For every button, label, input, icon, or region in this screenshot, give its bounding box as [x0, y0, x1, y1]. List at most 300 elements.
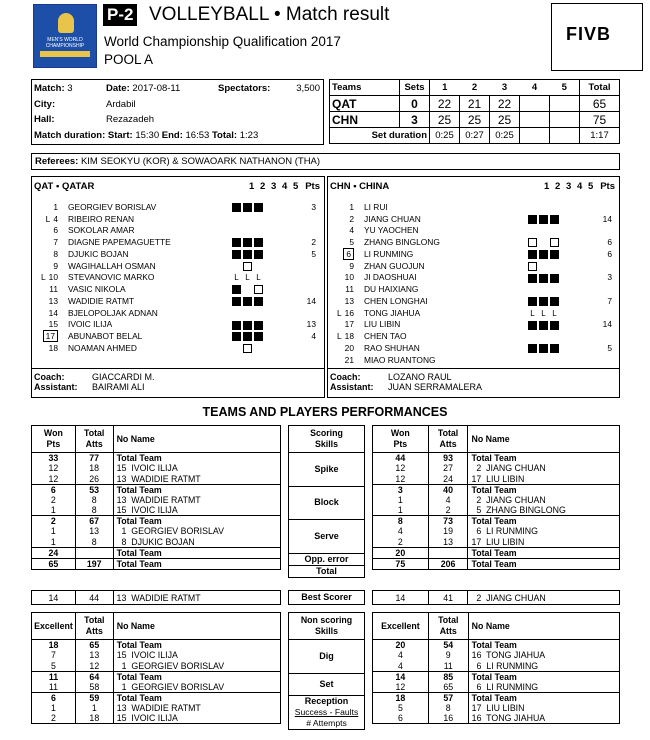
player-name: SOKOLAR AMAR	[68, 225, 135, 236]
qat-scoring-table	[31, 425, 281, 570]
best-attempts: 44	[75, 591, 113, 605]
player-number-value: 10	[344, 272, 354, 283]
player-points: 3	[311, 201, 316, 212]
skill-cell	[289, 453, 365, 487]
libero-flag: L	[337, 331, 342, 342]
stat-value: 6	[32, 692, 76, 703]
qat-nonscoring-table	[31, 612, 281, 724]
set-score: 22	[490, 96, 520, 112]
player-number	[328, 201, 358, 213]
coach-footer	[32, 368, 324, 395]
player-number-value: 8	[53, 248, 58, 259]
player-number-value: 11	[345, 284, 354, 295]
team-total-row	[32, 640, 281, 651]
player-stat-row	[373, 495, 620, 506]
stat-value: 12	[373, 682, 429, 693]
set-participation	[230, 225, 288, 237]
player-number-value: 18	[344, 331, 354, 342]
performance-table	[372, 425, 620, 570]
player-name: RAO SHUHAN	[364, 342, 420, 353]
libero-flag: L	[41, 272, 46, 283]
player-points: 2	[311, 237, 316, 248]
player-stat-row	[373, 661, 620, 672]
player-number-value: 11	[49, 284, 58, 295]
skill-name: Serve	[314, 530, 339, 541]
player-row	[32, 319, 322, 331]
stat-attempts: 59	[75, 692, 113, 703]
set-col-header: 3	[271, 181, 277, 192]
player-row	[328, 342, 618, 354]
set-score	[550, 96, 580, 112]
duration-label: Match duration:	[34, 130, 106, 141]
city-label: City:	[34, 99, 56, 110]
libero-set-mark: L	[552, 308, 557, 318]
stat-value: 18	[373, 692, 429, 703]
team-code: CHN	[330, 112, 400, 128]
pts-col-header: Pts	[600, 181, 615, 192]
best-player: 13 WADIDIE RATMT	[113, 591, 280, 605]
set-col-header: 2	[260, 181, 266, 192]
stat-player: 5 ZHANG BINGLONG	[468, 505, 620, 516]
best-player: 2 JIANG CHUAN	[468, 591, 620, 605]
player-table	[32, 201, 322, 354]
player-points	[584, 201, 618, 213]
skills-header: Non scoring Skills	[289, 613, 365, 640]
stat-value: 6	[32, 484, 76, 495]
best-scorer-label: Best Scorer	[288, 590, 365, 605]
skills-header: Scoring Skills	[289, 426, 365, 453]
player-name: NOAMAN AHMED	[68, 342, 137, 353]
roster-qat	[31, 176, 325, 398]
played-set-icon	[528, 274, 537, 283]
set-participation	[526, 213, 584, 225]
stat-value: 12	[373, 474, 429, 485]
played-set-icon	[232, 297, 241, 306]
player-number	[328, 342, 358, 354]
player-number	[328, 283, 358, 295]
stat-attempts: 1	[75, 703, 113, 714]
start-label: Start:	[107, 130, 133, 141]
player-points: 14	[602, 213, 612, 224]
played-set-icon	[550, 250, 559, 259]
played-set-icon	[243, 238, 252, 247]
skill-cell	[289, 486, 365, 520]
stat-value: 20	[373, 547, 429, 558]
stat-player: Total Team	[468, 484, 620, 495]
player-name: LI RUI	[364, 201, 388, 212]
player-row	[32, 236, 322, 248]
fivb-logo-box	[551, 3, 643, 71]
skills-header-row	[289, 426, 365, 453]
player-number	[32, 225, 62, 237]
player-number-value: 1	[349, 201, 354, 212]
player-points	[288, 307, 322, 319]
player-number-value: 14	[48, 307, 58, 318]
player-points	[584, 330, 618, 342]
set-participation	[526, 354, 584, 366]
set-participation	[526, 248, 584, 260]
player-row	[328, 225, 618, 237]
metric-header: Excellent	[373, 613, 429, 640]
stat-attempts: 65	[428, 682, 468, 693]
player-number	[328, 248, 358, 260]
stat-player: Total Team	[468, 453, 620, 464]
player-points	[584, 354, 618, 366]
assistant-name: JUAN SERRAMALERA	[388, 382, 483, 392]
coach-label: Coach:	[34, 372, 65, 382]
set-col-header: 1	[544, 181, 550, 192]
team-total-row	[32, 547, 281, 558]
played-set-icon	[232, 321, 241, 330]
player-number-value: 4	[349, 225, 354, 236]
set-columns-header	[541, 181, 615, 192]
player-stat-row	[32, 526, 281, 537]
player-points	[584, 260, 618, 272]
player-number	[32, 236, 62, 248]
set-duration: 0:25	[490, 128, 520, 144]
skill-subtitle: Success - Faults	[294, 706, 359, 717]
set-duration	[520, 128, 550, 144]
player-stat-row	[32, 682, 281, 693]
stat-value: 2	[32, 495, 76, 506]
stat-player: 6 LI RUNMING	[468, 682, 619, 693]
stat-attempts: 24	[428, 474, 468, 485]
player-number-value: 18	[48, 342, 58, 353]
player-name: VASIC NIKOLA	[68, 284, 126, 295]
player-row	[32, 213, 322, 225]
player-row	[328, 272, 618, 284]
player-name: WADIDIE RATMT	[68, 295, 135, 306]
stat-value: 44	[373, 453, 429, 464]
player-header: No Name	[113, 426, 280, 453]
team-total: 65	[580, 96, 620, 112]
stat-player: 13 WADIDIE RATMT	[113, 474, 280, 485]
stat-attempts: 8	[75, 495, 113, 506]
set-col-header: 2	[555, 181, 561, 192]
player-row	[328, 236, 618, 248]
stat-attempts: 57	[428, 692, 468, 703]
stat-attempts: 4	[428, 495, 468, 506]
set-duration-row	[330, 128, 620, 144]
set2-header: 2	[471, 82, 478, 93]
skills-header-row	[289, 613, 365, 640]
stat-value: 4	[373, 526, 429, 537]
played-set-icon	[254, 250, 263, 259]
player-points: 5	[607, 342, 612, 353]
player-row	[32, 248, 322, 260]
set-score	[520, 112, 550, 128]
stat-value: 1	[32, 526, 76, 537]
player-points: 4	[311, 331, 316, 342]
performance-table	[31, 612, 281, 724]
libero-set-mark: L	[541, 308, 546, 318]
stat-player: Total Team	[113, 558, 280, 569]
player-number	[32, 213, 62, 225]
skill-subtitle: # Attempts	[306, 717, 347, 728]
coach-line	[330, 372, 617, 382]
player-row	[328, 295, 618, 307]
stat-player: 8 DJUKIC BOJAN	[113, 537, 280, 548]
set-participation	[230, 236, 288, 248]
played-set-icon	[232, 238, 241, 247]
set-participation	[230, 272, 288, 284]
player-number-value: 15	[48, 319, 58, 330]
skill-row	[289, 695, 365, 729]
stat-player: 6 LI RUNMING	[468, 526, 620, 537]
best-attempts: 41	[428, 591, 468, 605]
player-row	[32, 260, 322, 272]
stat-player: 16 TONG JIAHUA	[468, 650, 619, 661]
stat-player: 15 IVOIC ILIJA	[113, 463, 280, 474]
stat-attempts: 26	[75, 474, 113, 485]
stat-attempts: 65	[75, 640, 113, 651]
skill-cell	[289, 673, 365, 695]
stat-attempts: 53	[75, 484, 113, 495]
stat-value: 5	[32, 661, 76, 672]
player-points: 14	[602, 319, 612, 330]
set-participation	[526, 201, 584, 213]
stat-value: 4	[373, 661, 429, 672]
player-points	[288, 260, 322, 272]
stat-value: 11	[32, 671, 76, 682]
set-col-header: 5	[293, 181, 299, 192]
player-points	[288, 283, 322, 295]
player-number-value: 20	[344, 342, 354, 353]
stat-player: Total Team	[113, 547, 280, 558]
chn-scoring-table	[372, 425, 620, 570]
skill-row	[289, 553, 365, 565]
player-points: 3	[607, 272, 612, 283]
player-row	[32, 342, 322, 354]
team-total-row	[373, 547, 620, 558]
sets-won: 3	[400, 112, 430, 128]
set-score: 22	[430, 96, 460, 112]
best-points: 14	[32, 591, 76, 605]
stat-attempts: 8	[428, 703, 468, 714]
substitute-set-icon	[528, 238, 537, 247]
stat-player: Total Team	[468, 558, 620, 569]
match-number: 3	[67, 83, 73, 94]
chn-nonscoring-table	[372, 612, 620, 724]
coach-name: LOZANO RAUL	[388, 372, 452, 382]
team-total: 75	[580, 112, 620, 128]
set-participation	[526, 342, 584, 354]
stat-player: 15 IVOIC ILIJA	[113, 650, 280, 661]
set-participation	[526, 236, 584, 248]
player-points: 14	[306, 295, 316, 306]
spectators-count: 3,500	[296, 83, 320, 94]
stat-player: Total Team	[113, 516, 280, 527]
substitute-set-icon	[254, 285, 263, 294]
set-participation	[526, 319, 584, 331]
player-number-value: 21	[344, 354, 354, 365]
referees-label: Referees:	[35, 156, 79, 167]
teams-header: Teams	[330, 80, 400, 96]
player-number	[32, 272, 62, 284]
stat-attempts: 206	[428, 558, 468, 569]
best-scorer-table	[31, 590, 281, 605]
match-date: 2017-08-11	[132, 83, 181, 94]
set-score	[550, 112, 580, 128]
played-set-icon	[243, 250, 252, 259]
set-score: 25	[490, 112, 520, 128]
player-number-value: 17	[344, 319, 354, 330]
team-total-row	[32, 484, 281, 495]
stat-attempts: 40	[428, 484, 468, 495]
team-total-row	[373, 692, 620, 703]
player-number	[328, 319, 358, 331]
player-row	[328, 283, 618, 295]
player-number	[328, 295, 358, 307]
player-number	[32, 342, 62, 354]
competition-logo	[33, 4, 97, 68]
stat-player: Total Team	[468, 640, 619, 651]
player-points	[288, 225, 322, 237]
match-info-panel	[31, 79, 324, 145]
player-name: TONG JIAHUA	[364, 307, 421, 318]
nonscoring-skills-column	[288, 612, 365, 730]
stat-attempts: 16	[428, 713, 468, 724]
fivb-logo: FIVB	[566, 24, 612, 44]
player-name: DJUKIC BOJAN	[68, 248, 129, 259]
end-label: End:	[161, 130, 183, 141]
libero-set-mark: L	[530, 308, 535, 318]
player-name: ZHAN GUOJUN	[364, 260, 425, 271]
total-label: Total:	[211, 130, 238, 141]
stat-attempts: 12	[75, 661, 113, 672]
skill-name: Spike	[314, 463, 339, 474]
stat-value: 5	[373, 703, 429, 714]
player-name: LIU LIBIN	[364, 319, 401, 330]
best-scorer-row	[32, 591, 281, 605]
skills-table	[288, 612, 365, 730]
player-stat-row	[373, 463, 620, 474]
stat-value: 1	[32, 703, 76, 714]
stat-attempts: 13	[75, 650, 113, 661]
set-participation	[230, 319, 288, 331]
set-score: 25	[430, 112, 460, 128]
player-stat-row	[32, 463, 281, 474]
played-set-icon	[243, 332, 252, 341]
stat-attempts: 64	[75, 671, 113, 682]
player-number	[328, 272, 358, 284]
coach-label: Coach:	[330, 372, 361, 382]
played-set-icon	[539, 321, 548, 330]
set4-header: 4	[531, 82, 538, 93]
best-points: 14	[373, 591, 429, 605]
player-name: ZHANG BINGLONG	[364, 237, 440, 248]
score-row-chn	[330, 112, 620, 128]
set-participation	[526, 307, 584, 319]
set-col-header: 3	[566, 181, 572, 192]
stat-value: 75	[373, 558, 429, 569]
sets-won: 0	[400, 96, 430, 112]
scoring-skills-column	[288, 425, 365, 578]
set-participation	[230, 295, 288, 307]
player-stat-row	[32, 495, 281, 506]
player-number	[328, 330, 358, 342]
stat-value: 2	[32, 713, 76, 724]
stat-attempts: 67	[75, 516, 113, 527]
player-row	[328, 330, 618, 342]
spectators-label: Spectators:	[218, 83, 271, 94]
stat-player: 15 IVOIC ILIJA	[113, 505, 280, 516]
stat-value: 14	[373, 671, 429, 682]
player-points	[288, 272, 322, 284]
team-total-row	[373, 484, 620, 495]
skill-row	[289, 565, 365, 577]
skill-row	[289, 640, 365, 674]
assistant-line	[330, 382, 617, 392]
skill-cell	[289, 565, 365, 577]
set-duration: 0:27	[460, 128, 490, 144]
played-set-icon	[550, 321, 559, 330]
player-number	[328, 236, 358, 248]
stat-player: 1 GEORGIEV BORISLAV	[113, 661, 280, 672]
player-number-value: 9	[53, 260, 58, 271]
player-points: 13	[306, 319, 316, 330]
skill-row	[289, 453, 365, 487]
empty-set-slot	[232, 262, 241, 271]
best-scorer-table	[372, 590, 620, 605]
stat-player: 6 LI RUNMING	[468, 661, 619, 672]
attempts-header: Total Atts	[75, 426, 113, 453]
pts-col-header: Pts	[305, 181, 320, 192]
player-row	[32, 295, 322, 307]
referees-bar	[31, 153, 620, 170]
stat-value: 1	[32, 537, 76, 548]
skill-cell	[289, 695, 365, 729]
set-columns-header	[246, 181, 320, 192]
played-set-icon	[254, 321, 263, 330]
perf-header-row	[32, 613, 281, 640]
chn-best-scorer	[372, 590, 620, 605]
player-name: RIBEIRO RENAN	[68, 213, 135, 224]
stat-player: Total Team	[468, 671, 619, 682]
stat-attempts	[428, 547, 468, 558]
player-points: 5	[311, 248, 316, 259]
stat-attempts	[75, 547, 113, 558]
coach-line	[34, 372, 322, 382]
stat-value: 2	[373, 537, 429, 548]
set-participation	[526, 225, 584, 237]
set-participation	[230, 201, 288, 213]
assistant-line	[34, 382, 322, 392]
stat-player: 15 IVOIC ILIJA	[113, 713, 280, 724]
played-set-icon	[550, 297, 559, 306]
set5-header: 5	[561, 82, 567, 93]
empty-set-slot	[232, 344, 241, 353]
player-points	[288, 213, 322, 225]
player-number-value: 13	[344, 295, 354, 306]
set-duration-label: Set duration	[371, 130, 427, 141]
hall-label: Hall:	[34, 114, 55, 125]
end-time: 16:53	[185, 130, 210, 141]
player-name: GEORGIEV BORISLAV	[68, 201, 157, 212]
substitute-set-icon	[528, 262, 537, 271]
player-number	[328, 213, 358, 225]
skill-name: Dig	[319, 650, 334, 661]
player-name: MIAO RUANTONG	[364, 354, 436, 365]
libero-set-mark: L	[234, 273, 239, 283]
player-number	[32, 201, 62, 213]
played-set-icon	[539, 297, 548, 306]
player-number	[32, 330, 62, 342]
total-header: Total	[580, 80, 620, 96]
player-stat-row	[373, 505, 620, 516]
player-name: IVOIC ILIJA	[68, 319, 113, 330]
played-set-icon	[550, 274, 559, 283]
